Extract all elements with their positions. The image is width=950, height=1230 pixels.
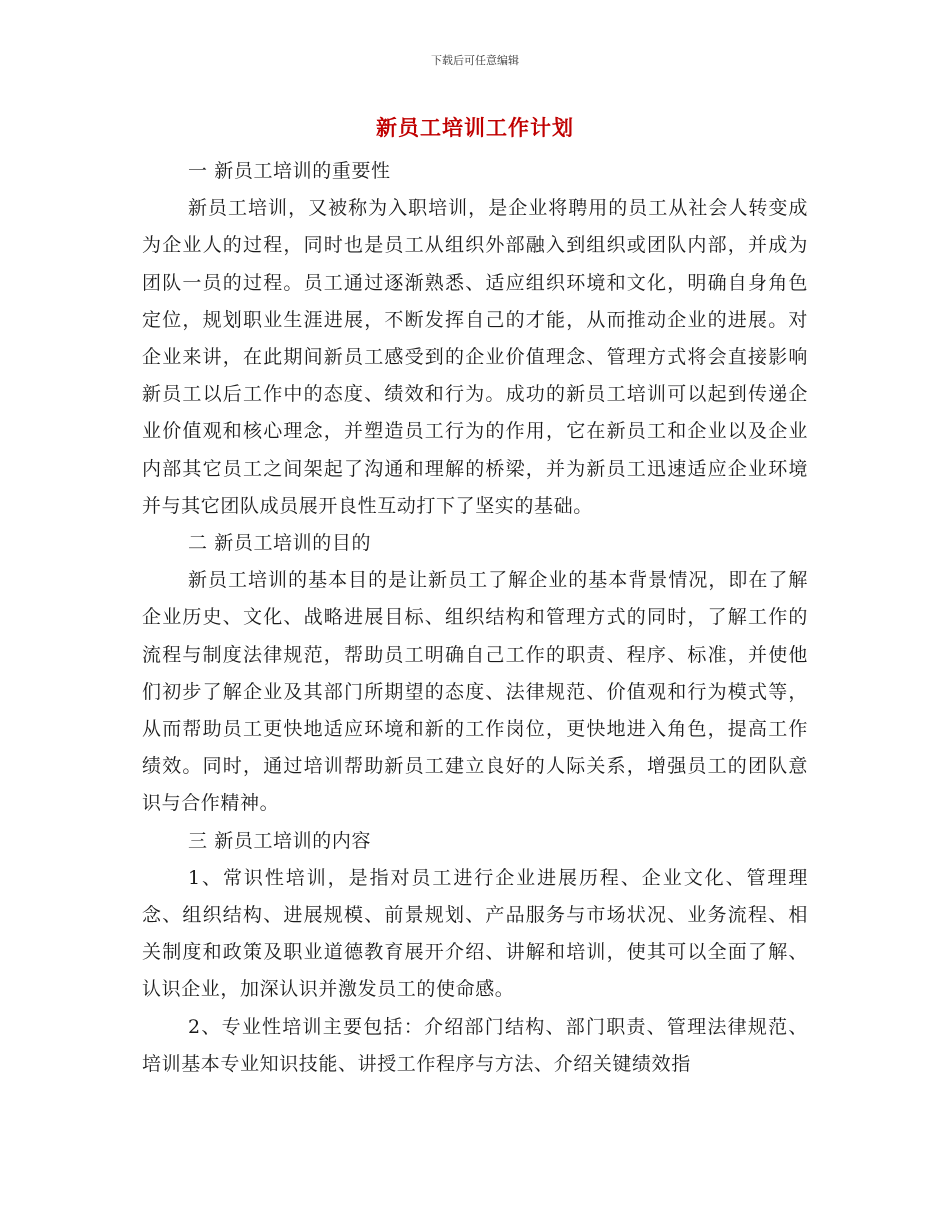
section-heading: 一 新员工培训的重要性 xyxy=(188,160,391,182)
paragraph: 1、常识性培训，是指对员工进行企业进展历程、企业文化、管理理念、组织结构、进展规模、前景规划、产品服务与市场状况、业务流程、相关制度和政策及职业道德教育展开介绍、讲解和培训，使其可以全面了解、认识企业，加深认识并激发员工的使命感。 xyxy=(142,866,808,1001)
header-note: 下载后可任意编辑 xyxy=(431,54,519,67)
document-body xyxy=(142,153,808,1083)
paragraph: 新员工培训的基本目的是让新员工了解企业的基本背景情况，即在了解企业历史、文化、战略进展目标、组织结构和管理方式的同时，了解工作的流程与制度法律规范，帮助员工明确自己工作的职责、程序、标准，并使他们初步了解企业及其部门所期望的态度、法律规范、价值观和行为模式等，从而帮助员工更快地适应环境和新的工作岗位，更快地进入角色，提高工作绩效。同时，通过培训帮助新员工建立良好的人际关系，增强员工的团队意识与合作精神。 xyxy=(142,569,808,815)
section-heading: 二 新员工培训的目的 xyxy=(188,532,372,555)
paragraph: 2、专业性培训主要包括：介绍部门结构、部门职责、管理法律规范、培训基本专业知识技能、讲授工作程序与方法、介绍关键绩效指 xyxy=(142,1015,808,1075)
section-heading: 三 新员工培训的内容 xyxy=(188,829,372,852)
document-title: 新员工培训工作计划 xyxy=(376,116,574,140)
paragraph: 新员工培训，又被称为入职培训，是企业将聘用的员工从社会人转变成为企业人的过程，同时也是员工从组织外部融入到组织或团队内部，并成为团队一员的过程。员工通过逐渐熟悉、适应组织环境和文化，明确自身角色定位，规划职业生涯进展，不断发挥自己的才能，从而推动企业的进展。对企业来讲，在此期间新员工感受到的企业价值理念、管理方式将会直接影响新员工以后工作中的态度、绩效和行为。成功的新员工培训可以起到传递企业价值观和核心理念，并塑造员工行为的作用，它在新员工和企业以及企业内部其它员工之间架起了沟通和理解的桥梁，并为新员工迅速适应企业环境并与其它团队成员展开良性互动打下了坚实的基础。 xyxy=(142,197,808,517)
